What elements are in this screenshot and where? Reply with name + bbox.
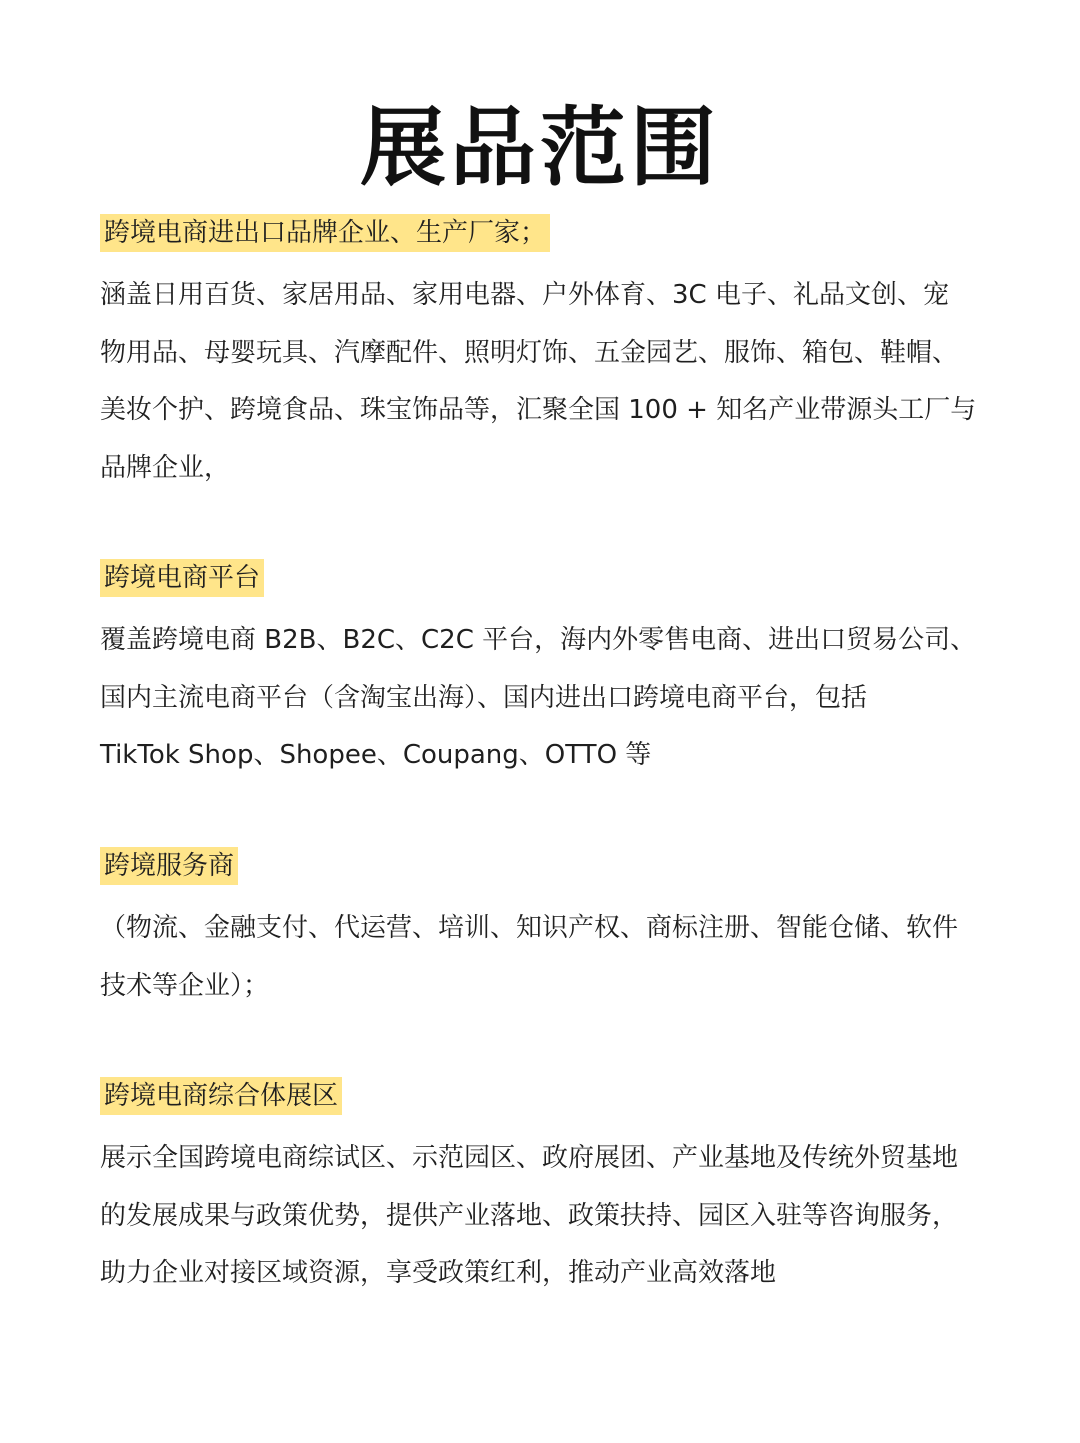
- section-platforms: [100, 559, 1000, 785]
- section-body: （物流、金融支付、代运营、培训、知识产权、商标注册、智能仓储、软件 技术等企业）；: [100, 913, 959, 1001]
- section-heading: 跨境电商平台: [100, 559, 264, 597]
- section-body: 展示全国跨境电商综试区、示范园区、政府展团、产业基地及传统外贸基地 的发展成果与政策优势，提供产业落地、政策扶持、园区入驻等咨询服务， 助力企业对接区域资源，享受政策红利，推动产业高效落地: [100, 1143, 959, 1288]
- section-body: 涵盖日用百货、家居用品、家用电器、户外体育、3C 电子、礼品文创、宠 物用品、母婴玩具、汽摩配件、照明灯饰、五金园艺、服饰、箱包、鞋帽、 美妆个护、跨境食品、珠宝饰品等，汇聚全国 100 + 知名产业带源头工厂与 品牌企业，: [100, 280, 977, 483]
- section-heading: 跨境服务商: [100, 847, 238, 885]
- section-body: 覆盖跨境电商 B2B、B2C、C2C 平台，海内外零售电商、进出口贸易公司、 国内主流电商平台（含淘宝出海）、国内进出口跨境电商平台，包括 TikTok Shop、Shopee、Coupang、OTTO 等: [100, 625, 977, 770]
- section-heading: 跨境电商综合体展区: [100, 1077, 342, 1115]
- section-service-providers: [100, 847, 1000, 1015]
- page-title: 展品范围: [360, 97, 720, 198]
- section-heading: 跨境电商进出口品牌企业、生产厂家；: [100, 214, 550, 252]
- section-brand-enterprises: [100, 214, 1000, 497]
- section-complex-zone: [100, 1077, 1000, 1303]
